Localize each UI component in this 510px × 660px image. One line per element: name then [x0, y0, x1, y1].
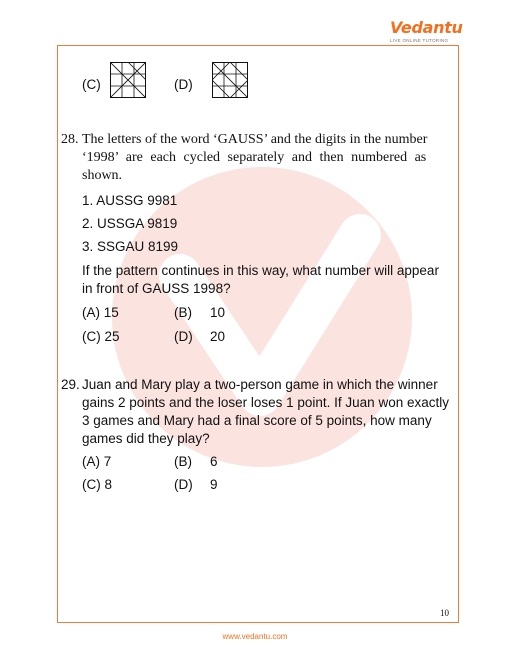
- q29-option-b-value: 6: [210, 454, 218, 469]
- q28-item-2: 2. USSGA 9819: [82, 216, 178, 231]
- figure-c-grid-icon: [110, 62, 146, 98]
- q28-option-b: (B): [174, 305, 192, 320]
- q29-option-d-value: 9: [210, 477, 218, 492]
- q29-option-b: (B): [174, 454, 192, 469]
- q28-item-3: 3. SSGAU 8199: [82, 239, 179, 254]
- q28-option-d: (D): [174, 329, 193, 344]
- q29-option-a: (A) 7: [82, 454, 112, 469]
- q29-option-c: (C) 8: [82, 477, 112, 492]
- q28-option-d-value: 20: [210, 329, 226, 344]
- logo-tagline: LIVE ONLINE TUTORING: [390, 38, 449, 43]
- q29-number: 29.: [61, 377, 80, 392]
- q29-line3: 3 games and Mary had a final score of 5 points, how many: [82, 413, 432, 428]
- q28-item-1: 1. AUSSG 9981: [82, 193, 178, 208]
- q29-line1: Juan and Mary play a two-person game in which the winner: [82, 377, 438, 392]
- logo-wordmark: Vedantu: [390, 18, 463, 37]
- q29-line4: games did they play?: [82, 431, 210, 446]
- q28-line2: ‘1998’ are each cycled separately and then numbered as: [82, 150, 427, 165]
- q29-line2: gains 2 points and the loser loses 1 point. If Juan won exactly: [82, 395, 449, 410]
- q28-line1: The letters of the word ‘GAUSS’ and the digits in the number: [82, 132, 428, 147]
- q28-option-a: (A) 15: [82, 305, 119, 320]
- q28-line3: shown.: [82, 168, 123, 183]
- q28-question-line1: If the pattern continues in this way, what number will appear: [82, 263, 439, 278]
- q28-question-line2: in front of GAUSS 1998?: [82, 281, 231, 296]
- page-number: 10: [440, 608, 449, 618]
- q28-option-b-value: 10: [210, 305, 226, 320]
- footer-url[interactable]: www.vedantu.com: [222, 632, 288, 641]
- figure-d-grid-icon: [212, 62, 248, 98]
- q28-number: 28.: [61, 132, 79, 147]
- option-c-label: (C): [82, 77, 101, 92]
- option-d-label: (D): [174, 77, 193, 92]
- q29-option-d: (D): [174, 477, 193, 492]
- q28-option-c: (C) 25: [82, 329, 120, 344]
- vedantu-logo: [390, 18, 463, 48]
